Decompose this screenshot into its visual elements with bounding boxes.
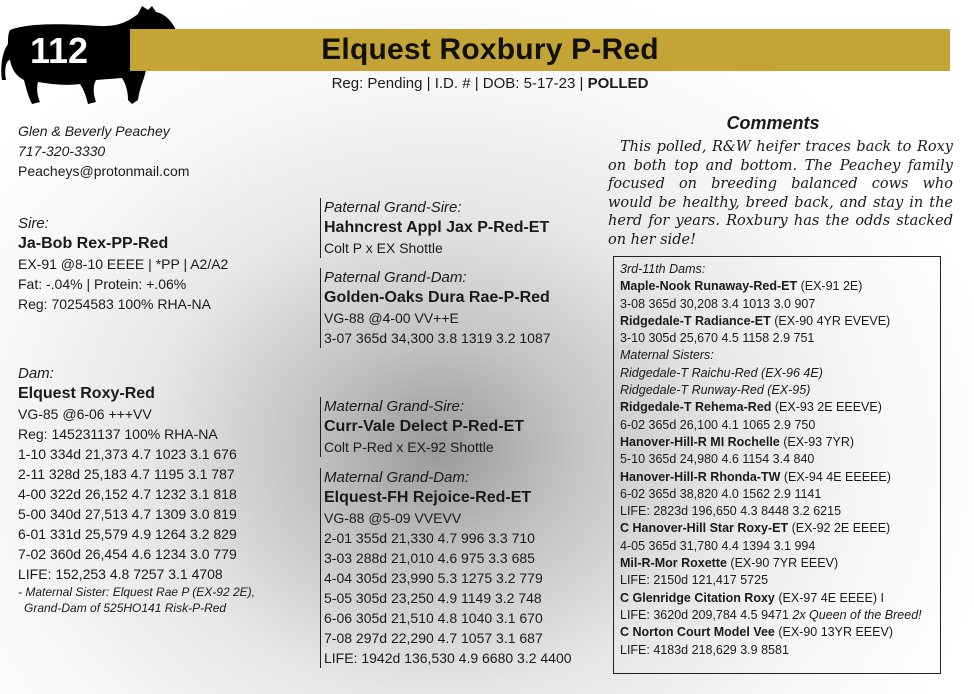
- dam-history-line: [620, 347, 934, 364]
- maternal-grand-dam-line: LIFE: 1942d 136,530 4.9 6680 3.2 4400: [324, 650, 572, 666]
- registration-info: Reg: Pending | I.D. # | DOB: 5-17-23 |: [331, 75, 588, 92]
- maternal-grand-dam-line: 3-03 288d 21,010 4.6 975 3.3 685: [324, 550, 535, 566]
- polled-label: POLLED: [587, 75, 649, 92]
- maternal-grand-sire-line: Colt P-Red x EX-92 Shottle: [324, 439, 494, 455]
- dam-history-text: 5-10 365d 24,980 4.6 1154 3.4 840: [620, 452, 815, 467]
- animal-title: Elquest Roxbury P-Red: [321, 33, 659, 66]
- dam-history-accolade: 2x Queen of the Breed!: [792, 607, 922, 622]
- dam-history-text: 4-05 365d 31,780 4.4 1394 3.1 994: [620, 538, 816, 553]
- sire-line: Fat: -.04% | Protein: +.06%: [18, 276, 187, 292]
- owner-phone: 717-320-3330: [18, 143, 106, 159]
- dam-history-line: [620, 399, 934, 416]
- dam-note: Grand-Dam of 525HO141 Risk-P-Red: [24, 601, 227, 615]
- dam-history-text: (EX-97 4E EEEE) I: [774, 590, 884, 605]
- dam-history-text: 6-02 365d 26,100 4.1 1065 2.9 750: [620, 417, 816, 432]
- comments-title: Comments: [726, 113, 820, 133]
- dam-history-line: [620, 261, 934, 278]
- dam-history-text: (EX-94 4E EEEEE): [780, 469, 891, 484]
- dam-history-line: [620, 417, 934, 434]
- dam-history-line: [620, 278, 934, 295]
- dam-history-name: Ridgedale-T Rehema-Red: [620, 400, 772, 415]
- dam-history-line: [620, 555, 934, 572]
- maternal-grand-sire-name: Curr-Vale Delect P-Red-ET: [324, 418, 525, 435]
- owner-contact: [18, 121, 189, 181]
- dam-history-text: (EX-92 2E EEEE): [788, 521, 891, 536]
- dam-history-name: Maple-Nook Runaway-Red-ET: [620, 279, 798, 294]
- dam-line: 5-00 340d 27,513 4.7 1309 3.0 819: [18, 506, 237, 522]
- dam-history-text: LIFE: 2823d 196,650 4.3 8448 3.2 6215: [620, 504, 842, 519]
- lot-number: 112: [30, 30, 89, 71]
- dam-history-name: Hanover-Hill-R MI Rochelle: [620, 434, 780, 449]
- paternal-grand-sire-name: Hahncrest Appl Jax P-Red-ET: [324, 219, 550, 236]
- dam-history-line: [620, 434, 934, 451]
- dam-line: 2-11 328d 25,183 4.7 1195 3.1 787: [18, 466, 235, 482]
- dam-line: 4-00 322d 26,152 4.7 1232 3.1 818: [18, 486, 237, 502]
- sire-line: EX-91 @8-10 EEEE | *PP | A2/A2: [18, 256, 229, 272]
- sire-section: [18, 214, 228, 314]
- dam-line: VG-85 @6-06 +++VV: [18, 406, 152, 422]
- owner-name: Glen & Beverly Peachey: [18, 123, 170, 139]
- dam-history-line: [620, 451, 934, 468]
- dam-history-text: Maternal Sisters:: [620, 348, 714, 363]
- maternal-grand-dam-line: 5-05 305d 23,250 4.9 1149 3.2 748: [324, 590, 542, 606]
- paternal-grand-sire-section: [320, 198, 549, 258]
- dam-history-line: [620, 572, 934, 589]
- paternal-grand-sire-label: Paternal Grand-Sire:: [324, 199, 462, 216]
- dam-history-line: [620, 330, 934, 347]
- paternal-grand-dam-line: VG-88 @4-00 VV++E: [324, 310, 459, 326]
- dam-history-name: C Glenridge Citation Roxy: [620, 590, 775, 605]
- maternal-grand-dam-section: [320, 468, 572, 668]
- dam-history-text: (EX-90 13YR EEEV): [774, 625, 893, 640]
- dam-line: 6-01 331d 25,579 4.9 1264 3.2 829: [18, 526, 237, 542]
- maternal-grand-dam-line: 4-04 305d 23,990 5.3 1275 3.2 779: [324, 570, 543, 586]
- dam-history-text: Ridgedale-T Runway-Red (EX-95): [620, 383, 811, 398]
- maternal-grand-dam-line: 6-06 305d 21,510 4.8 1040 3.1 670: [324, 610, 543, 626]
- maternal-grand-dam-line: 7-08 297d 22,290 4.7 1057 3.1 687: [324, 630, 543, 646]
- dam-history-name: C Norton Court Model Vee: [620, 625, 775, 640]
- paternal-grand-sire-line: Colt P x EX Shottle: [324, 240, 443, 256]
- maternal-grand-dam-line: 2-01 355d 21,330 4.7 996 3.3 710: [324, 530, 535, 546]
- registration-line: [130, 75, 850, 92]
- dam-history-line: [620, 503, 934, 520]
- dam-note: - Maternal Sister: Elquest Rae P (EX-92 2E),: [18, 585, 255, 599]
- dam-history-line: [620, 486, 934, 503]
- dam-history-line: [620, 469, 934, 486]
- dam-history-text: (EX-90 4YR EVEVE): [770, 313, 891, 328]
- sire-label: Sire:: [18, 215, 49, 232]
- paternal-grand-dam-name: Golden-Oaks Dura Rae-P-Red: [324, 289, 550, 306]
- dam-history-text: (EX-90 7YR EEEV): [726, 556, 839, 571]
- dam-history-text: (EX-93 7YR): [779, 434, 855, 449]
- sire-name: Ja-Bob Rex-PP-Red: [18, 235, 169, 252]
- dam-history-line: [620, 296, 934, 313]
- dam-section: [18, 364, 255, 616]
- dam-history-text: 3rd-11th Dams:: [620, 262, 706, 276]
- maternal-grand-dam-name: Elquest-FH Rejoice-Red-ET: [324, 489, 532, 506]
- dam-history-text: LIFE: 4183d 218,629 3.9 8581: [620, 642, 789, 657]
- maternal-grand-dam-label: Maternal Grand-Dam:: [324, 469, 470, 486]
- dam-line: LIFE: 152,253 4.8 7257 3.1 4708: [18, 566, 223, 582]
- maternal-grand-dam-line: VG-88 @5-09 VVEVV: [324, 510, 462, 526]
- paternal-grand-dam-line: 3-07 365d 34,300 3.8 1319 3.2 1087: [324, 330, 551, 346]
- dam-history-line: [620, 624, 934, 641]
- dam-history-text: LIFE: 3620d 209,784 4.5 9471: [620, 607, 793, 622]
- dam-history-line: [620, 382, 934, 399]
- dam-history-line: [620, 520, 934, 537]
- owner-email: Peacheys@protonmail.com: [18, 163, 190, 179]
- dam-history-line: [620, 590, 934, 607]
- dam-history-name: Hanover-Hill-R Rhonda-TW: [620, 469, 781, 484]
- dam-history-name: C Hanover-Hill Star Roxy-ET: [620, 521, 789, 536]
- dam-label: Dam:: [18, 365, 54, 382]
- maternal-grand-sire-section: [320, 397, 524, 457]
- dam-history-line: [620, 313, 934, 330]
- dam-history-line: [620, 642, 934, 659]
- dam-history-text: (EX-91 2E): [797, 279, 863, 294]
- paternal-grand-dam-section: [320, 268, 551, 348]
- dam-history-line: [620, 607, 934, 624]
- dam-line: 7-02 360d 26,454 4.6 1234 3.0 779: [18, 546, 237, 562]
- dam-history-text: Ridgedale-T Raichu-Red (EX-96 4E): [620, 365, 823, 380]
- dam-history-line: [620, 365, 934, 382]
- dam-history-name: Ridgedale-T Radiance-ET: [620, 313, 771, 328]
- dams-box: [613, 256, 941, 674]
- dam-history-line: [620, 538, 934, 555]
- paternal-grand-dam-label: Paternal Grand-Dam:: [324, 269, 467, 286]
- maternal-grand-sire-label: Maternal Grand-Sire:: [324, 398, 465, 415]
- dam-line: 1-10 334d 21,373 4.7 1023 3.1 676: [18, 446, 237, 462]
- sire-line: Reg: 70254583 100% RHA-NA: [18, 296, 212, 312]
- dam-history-text: (EX-93 2E EEEVE): [771, 400, 882, 415]
- dam-line: Reg: 145231137 100% RHA-NA: [18, 426, 218, 442]
- dam-name: Elquest Roxy-Red: [18, 385, 155, 402]
- dam-history-text: 3-08 365d 30,208 3.4 1013 3.0 907: [620, 296, 816, 311]
- dam-history-text: LIFE: 2150d 121,417 5725: [620, 573, 769, 588]
- dam-history-text: 3-10 305d 25,670 4.5 1158 2.9 751: [620, 331, 815, 346]
- dam-history-text: 6-02 365d 38,820 4.0 1562 2.9 1141: [620, 486, 822, 501]
- dam-history-name: Mil-R-Mor Roxette: [620, 556, 727, 571]
- comments-text: This polled, R&W heifer traces back to Roxy on both top and bottom. The Peachey family focused on breeding balanced cows who would be healthy, breed back, and stay in the herd for years. Roxbury has the odds stacked on her side!: [608, 139, 953, 248]
